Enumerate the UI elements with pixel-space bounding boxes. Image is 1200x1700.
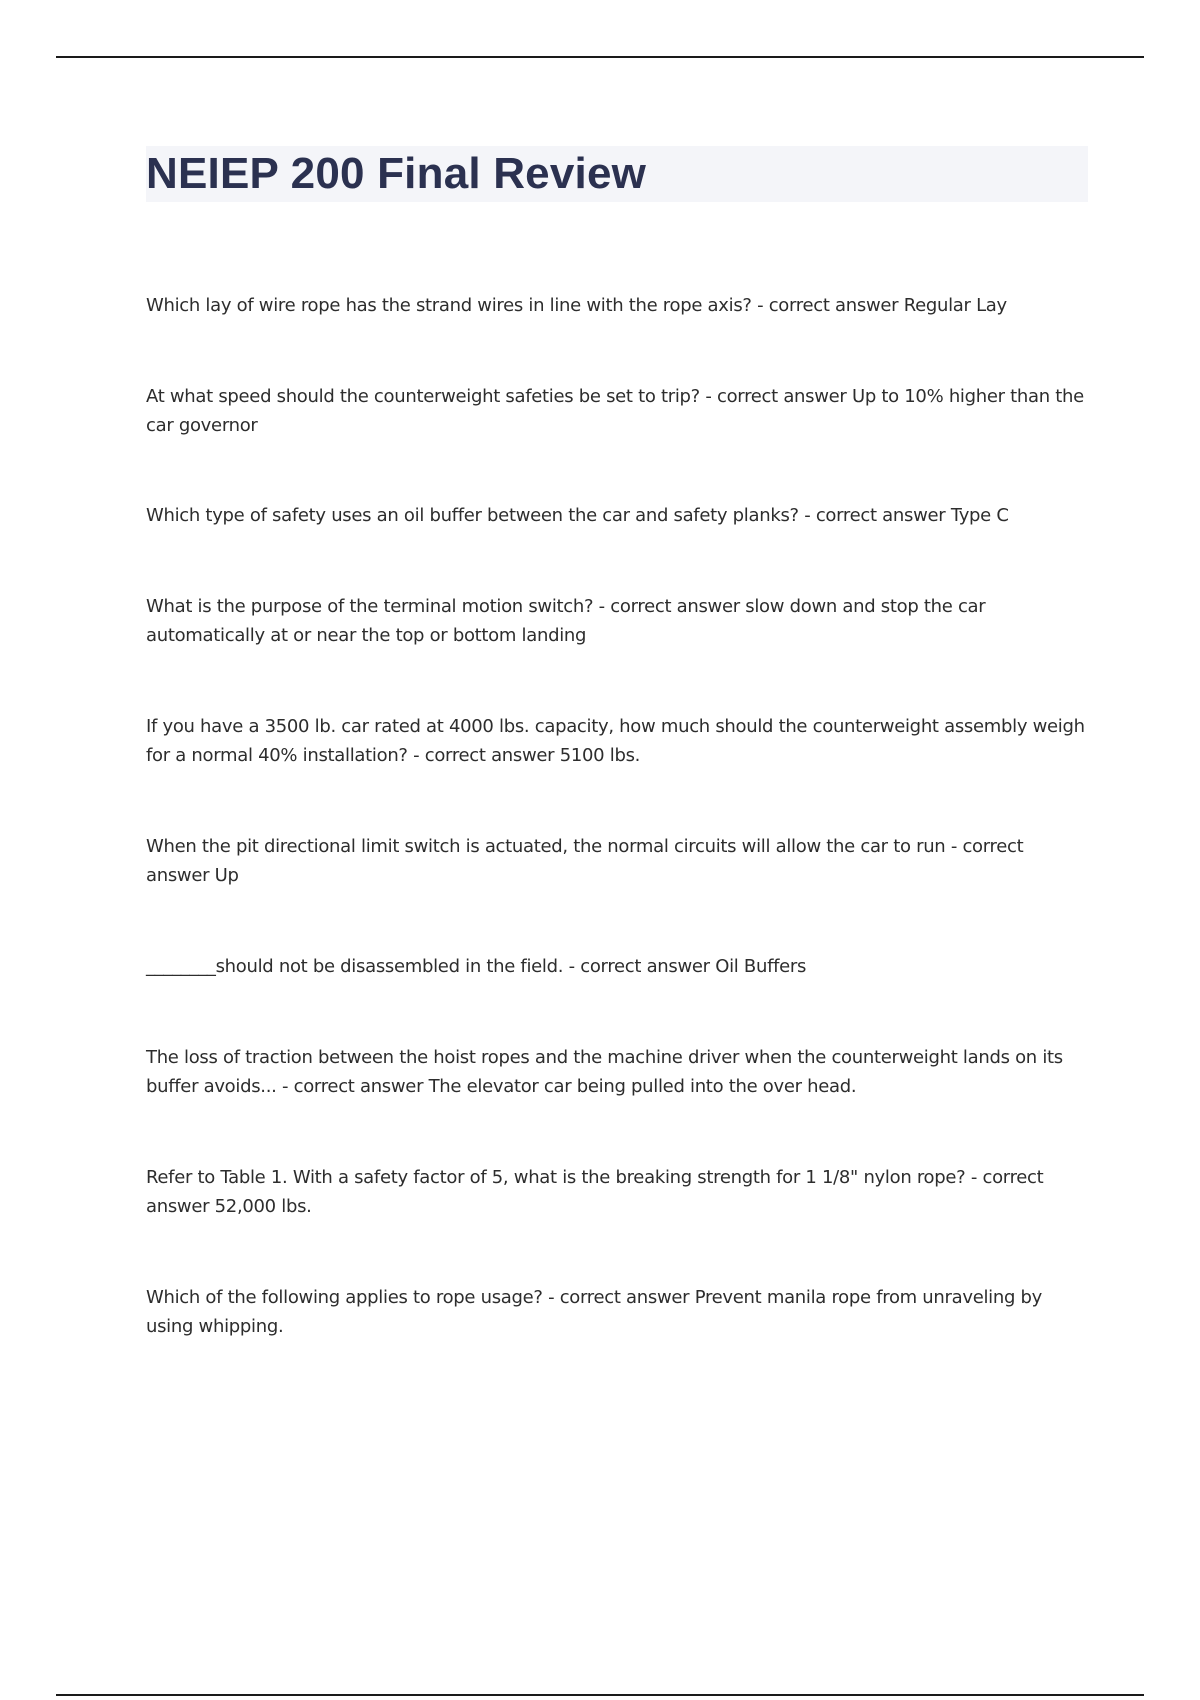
qa-item-1 <box>146 291 1091 320</box>
answer-separator: - correct answer <box>542 1287 695 1308</box>
question: The loss of traction between the hoist ropes and the machine driver when the counterweight lands on its buffer avoids... <box>146 1047 1063 1097</box>
answer-separator: - correct answer <box>563 956 716 977</box>
qa-item-3 <box>146 501 1091 530</box>
answer: Regular Lay <box>903 295 1007 316</box>
answer: Prevent manila rope from unraveling by using whipping. <box>146 1287 1043 1337</box>
question: When the pit directional limit switch is actuated, the normal circuits will allow the car to run <box>146 836 946 857</box>
answer-separator: - correct answer <box>751 295 904 316</box>
question: Which lay of wire rope has the strand wires in line with the rope axis? <box>146 295 752 316</box>
qa-item-4 <box>146 592 1091 650</box>
answer: Up <box>214 865 239 886</box>
answer: Up to 10% higher than the car governor <box>146 386 1084 436</box>
top-rule <box>56 56 1144 58</box>
question: If you have a 3500 lb. car rated at 4000 lbs. capacity, how much should the counterweight assembly weigh for a normal 40% installation? <box>146 716 1085 766</box>
qa-item-6 <box>146 832 1091 890</box>
question: What is the purpose of the terminal motion switch? <box>146 596 594 617</box>
qa-item-9 <box>146 1163 1091 1221</box>
qa-item-10 <box>146 1283 1091 1341</box>
answer-separator: - correct answer <box>699 386 852 407</box>
answer: slow down and stop the car automatically at or near the top or bottom landing <box>146 596 986 646</box>
answer-separator: - correct answer <box>593 596 746 617</box>
answer-separator: - correct answer <box>146 1167 1044 1217</box>
qa-item-5 <box>146 712 1091 770</box>
question: ________should not be disassembled in the field. <box>146 956 564 977</box>
question: Refer to Table 1. With a safety factor of 5, what is the breaking strength for 1 1/8" nylon rope? <box>146 1167 966 1188</box>
qa-item-2 <box>146 382 1091 440</box>
question: Which type of safety uses an oil buffer between the car and safety planks? <box>146 505 799 526</box>
question: At what speed should the counterweight safeties be set to trip? <box>146 386 700 407</box>
qa-item-7 <box>146 952 1091 981</box>
answer: 52,000 lbs. <box>214 1196 312 1217</box>
bottom-rule <box>56 1694 1144 1696</box>
answer: The elevator car being pulled into the over head. <box>428 1076 857 1097</box>
answer-separator: - correct answer <box>276 1076 429 1097</box>
answer-separator: - correct answer <box>798 505 951 526</box>
qa-item-8 <box>146 1043 1091 1101</box>
question: Which of the following applies to rope usage? <box>146 1287 543 1308</box>
answer: Type C <box>950 505 1009 526</box>
page-title: NEIEP 200 Final Review <box>146 149 647 198</box>
answer-separator: - correct answer <box>146 836 1024 886</box>
answer: Oil Buffers <box>715 956 807 977</box>
answer-separator: - correct answer <box>407 745 560 766</box>
answer: 5100 lbs. <box>559 745 641 766</box>
